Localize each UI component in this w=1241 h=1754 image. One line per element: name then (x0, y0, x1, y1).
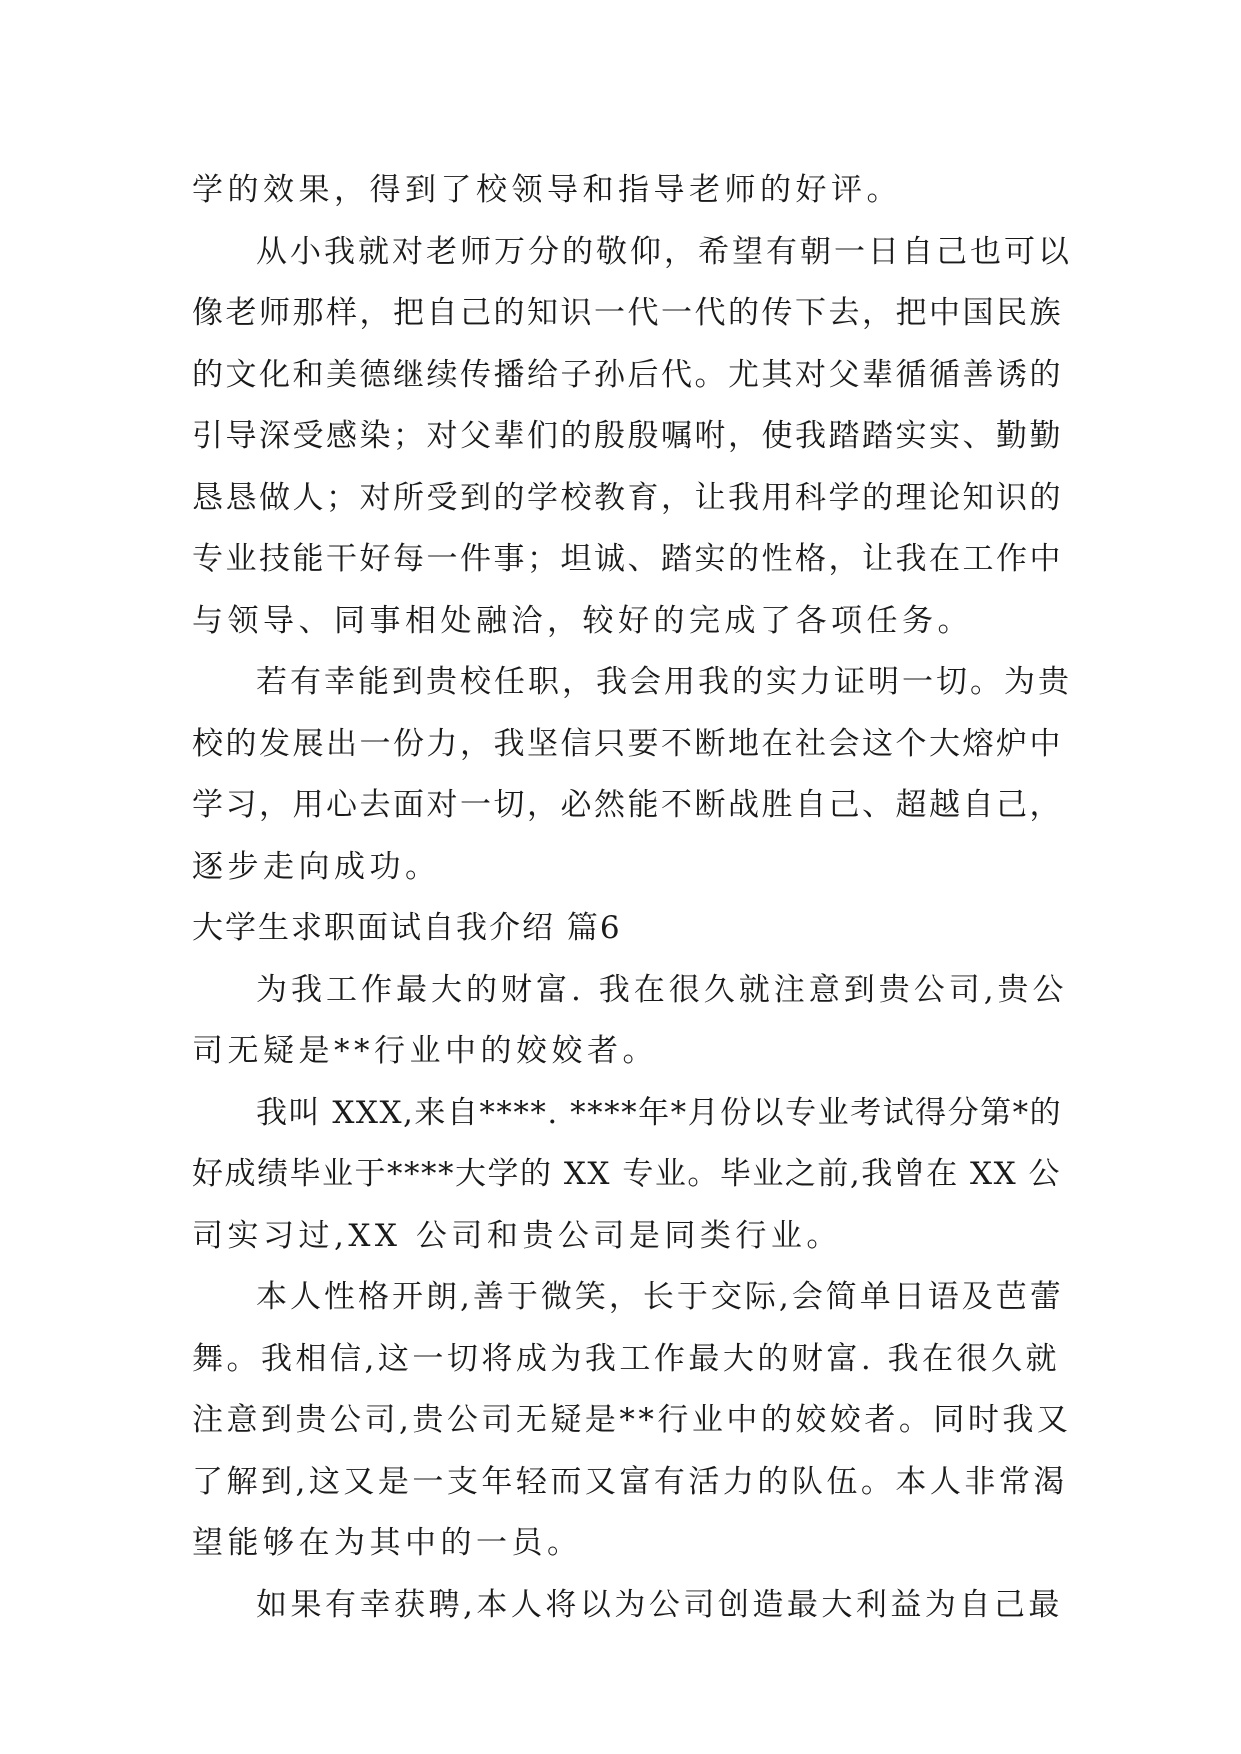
text-line: 学习，用心去面对一切，必然能不断战胜自己、超越自己， (192, 787, 1063, 823)
text-line: 司实习过,XX 公司和贵公司是同类行业。 (192, 1217, 842, 1254)
paragraph-start-line: 为我工作最大的财富. 我在很久就注意到贵公司,贵公 (256, 971, 1068, 1008)
text-line: 像老师那样，把自己的知识一代一代的传下去，把中国民族 (192, 295, 1063, 331)
text-line: 校的发展出一份力，我坚信只要不断地在社会这个大熔炉中 (192, 725, 1063, 762)
text-line: 舞。我相信,这一切将成为我工作最大的财富. 我在很久就 (192, 1340, 1061, 1377)
text-line: 与领导、同事相处融洽，较好的完成了各项任务。 (192, 602, 973, 639)
text-line: 望能够在为其中的一员。 (192, 1525, 583, 1561)
document-body (192, 160, 1072, 1636)
paragraph-start-line: 从小我就对老师万分的敬仰，希望有朝一日自己也可以 (256, 233, 1072, 270)
section-heading: 大学生求职面试自我介绍 篇6 (192, 910, 622, 946)
text-line: 逐步走向成功。 (192, 848, 441, 885)
text-line: 的文化和美德继续传播给子孙后代。尤其对父辈循循善诱的 (192, 356, 1063, 393)
paragraph-start-line: 如果有幸获聘,本人将以为公司创造最大利益为自己最 (256, 1586, 1063, 1623)
text-line: 恳恳做人；对所受到的学校教育，让我用科学的理论知识的 (192, 479, 1063, 516)
text-line: 学的效果，得到了校领导和指导老师的好评。 (192, 172, 902, 208)
text-line: 好成绩毕业于****大学的 XX 专业。毕业之前,我曾在 XX 公 (192, 1156, 1062, 1192)
text-line: 了解到,这又是一支年轻而又富有活力的队伍。本人非常渴 (192, 1463, 1068, 1500)
paragraph-start-line: 若有幸能到贵校任职，我会用我的实力证明一切。为贵 (256, 664, 1072, 700)
text-line: 专业技能干好每一件事；坦诚、踏实的性格，让我在工作中 (192, 541, 1063, 577)
paragraph-start-line: 本人性格开朗,善于微笑，长于交际,会简单日语及芭蕾 (256, 1279, 1064, 1315)
text-line: 注意到贵公司,贵公司无疑是**行业中的姣姣者。同时我又 (192, 1402, 1072, 1438)
paragraph-start-line: 我叫 XXX,来自****. ****年*月份以专业考试得分第*的 (256, 1094, 1063, 1131)
text-line: 引导深受感染；对父辈们的殷殷嘱咐，使我踏踏实实、勤勤 (192, 418, 1063, 454)
text-line: 司无疑是**行业中的姣姣者。 (192, 1033, 658, 1069)
